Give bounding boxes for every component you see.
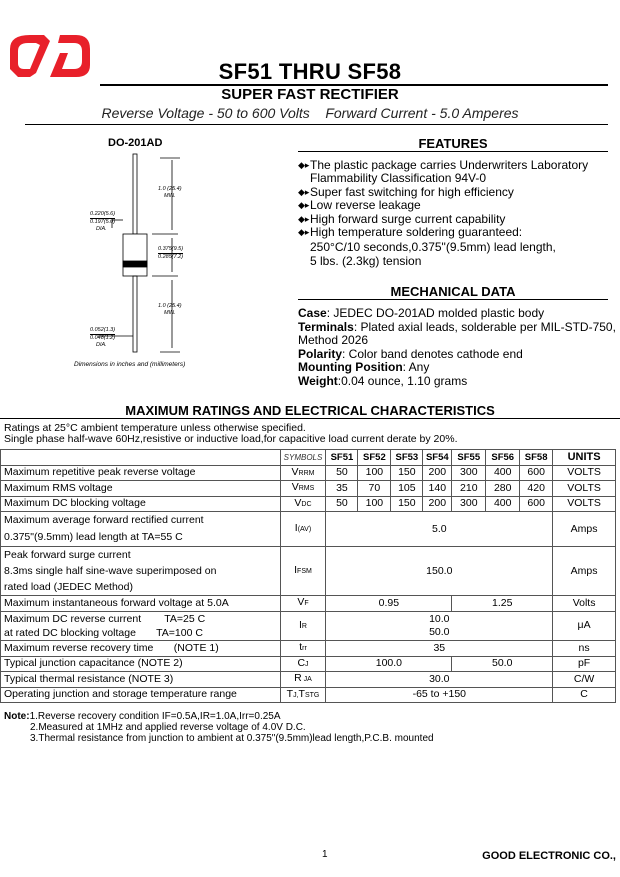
row-symbol: IR: [280, 611, 326, 640]
package-name: DO-201AD: [108, 137, 163, 149]
dim-body-len-max: 0.375(9.5): [158, 246, 184, 252]
note-3: 3.Thermal resistance from junction to ambient at 0.375"(9.5mm)lead length,P.C.B. mounted: [30, 733, 434, 744]
table-header-row: [1, 450, 616, 466]
mech-terminals: Terminals: Plated axial leads, solderable per MIL-STD-750,: [298, 319, 616, 334]
row-unit: pF: [553, 656, 616, 672]
table-cell: 50: [326, 465, 358, 481]
table-cell: 140: [423, 481, 452, 497]
table-cell: 200: [423, 496, 452, 512]
package-drawing: [60, 150, 220, 360]
symbols-header: SYMBOLS: [280, 450, 326, 466]
row-desc: Maximum DC blocking voltage: [1, 496, 281, 512]
dim-body-len-min: 0.285(7.2): [158, 254, 184, 260]
table-cell: 50: [326, 496, 358, 512]
row-symbol: trr: [280, 640, 326, 656]
table-cell: -65 to +150: [326, 687, 553, 703]
table-cell: 280: [486, 481, 520, 497]
row-unit: VOLTS: [553, 481, 616, 497]
bullet-arrow-icon: ◆▸: [298, 186, 310, 197]
list-item: 250°C/10 seconds,0.375"(9.5mm) lead length,: [310, 240, 556, 255]
row-unit: VOLTS: [553, 465, 616, 481]
dim-body-dia-min: 0.197(5.0): [90, 219, 116, 225]
notes: [4, 711, 434, 744]
company-name: GOOD ELECTRONIC CO.,: [482, 850, 616, 862]
list-item: ◆▸ High temperature soldering guaranteed:: [298, 225, 523, 240]
units-header: UNITS: [553, 450, 616, 466]
row-symbol: VRRM: [280, 465, 326, 481]
row-unit: C: [553, 687, 616, 703]
dim-min-top: MIN.: [164, 193, 176, 199]
row-unit: μA: [553, 611, 616, 640]
table-row: [1, 687, 616, 703]
list-item: ◆▸ Low reverse leakage: [298, 198, 421, 213]
row-desc: Maximum DC reverse current TA=25 C at rated DC blocking voltage TA=100 C: [1, 611, 281, 640]
mechanical-heading: MECHANICAL DATA: [298, 284, 608, 300]
table-cell: 10.0 50.0: [326, 611, 553, 640]
ratings-table: [0, 449, 616, 703]
table-cell: 600: [520, 496, 553, 512]
ratings-summary: Reverse Voltage - 50 to 600 Volts Forward Current - 5.0 Amperes: [101, 105, 519, 121]
dim-body-dia-max: 0.220(5.6): [90, 211, 116, 217]
table-cell: 30.0: [326, 672, 553, 688]
bullet-arrow-icon: ◆▸: [298, 213, 310, 224]
page-title: SF51 THRU SF58: [218, 59, 402, 84]
row-symbol: VRMS: [280, 481, 326, 497]
row-desc: Typical thermal resistance (NOTE 3): [1, 672, 281, 688]
dim-dia-lead: DIA.: [96, 342, 107, 348]
note-1: Note:1.Reverse recovery condition IF=0.5A,IR=1.0A,Irr=0.25A: [4, 711, 281, 722]
features-heading: FEATURES: [298, 136, 608, 152]
table-row: [1, 656, 616, 672]
list-item: ◆▸ The plastic package carries Underwriters Laboratory: [298, 158, 589, 172]
table-cell: 100: [358, 496, 391, 512]
table-cell: 400: [486, 496, 520, 512]
table-cell: 300: [452, 496, 486, 512]
list-item: ◆▸ High forward surge current capability: [298, 211, 506, 226]
condition-line-2: Single phase half-wave 60Hz,resistive or inductive load,for capacitive load current derate by 20%.: [4, 433, 458, 445]
row-symbol: IFSM: [280, 547, 326, 596]
dim-lead-length-bottom: 1.0 (25.4): [158, 303, 182, 309]
max-ratings-rule: [0, 418, 620, 419]
table-cell: 420: [520, 481, 553, 497]
row-symbol: I(AV): [280, 512, 326, 547]
row-desc: Maximum repetitive peak reverse voltage: [1, 465, 281, 481]
row-symbol: TJ,TSTG: [280, 687, 326, 703]
table-cell: 100: [358, 465, 391, 481]
page-number: 1: [322, 849, 328, 860]
row-symbol: VF: [280, 596, 326, 612]
row-unit: ns: [553, 640, 616, 656]
dim-dia-body: DIA.: [96, 226, 107, 232]
list-item: Flammability Classification 94V-0: [310, 171, 487, 186]
table-cell: 0.95: [326, 596, 452, 612]
col-header: SF56: [486, 450, 520, 466]
row-unit: VOLTS: [553, 496, 616, 512]
table-cell: [1, 450, 281, 466]
table-cell: 100.0: [326, 656, 452, 672]
table-cell: 600: [520, 465, 553, 481]
list-item: ◆▸ Super fast switching for high efficiency: [298, 184, 514, 199]
table-row: [1, 640, 616, 656]
table-cell: 1.25: [452, 596, 553, 612]
table-cell: 300: [452, 465, 486, 481]
col-header: SF51: [326, 450, 358, 466]
dim-lead-dia-min: 0.048(1.2): [90, 335, 116, 341]
table-row: [1, 672, 616, 688]
row-unit: Amps: [553, 547, 616, 596]
table-cell: 400: [486, 465, 520, 481]
row-desc: Maximum RMS voltage: [1, 481, 281, 497]
table-row: [1, 596, 616, 612]
max-ratings-heading: MAXIMUM RATINGS AND ELECTRICAL CHARACTERISTICS: [125, 403, 495, 418]
bullet-arrow-icon: ◆▸: [298, 160, 310, 170]
bullet-arrow-icon: ◆▸: [298, 227, 310, 238]
row-desc: Operating junction and storage temperature range: [1, 687, 281, 703]
row-desc: Typical junction capacitance (NOTE 2): [1, 656, 281, 672]
dim-lead-length-top: 1.0 (25.4): [158, 186, 182, 192]
col-header: SF52: [358, 450, 391, 466]
table-cell: 35: [326, 481, 358, 497]
table-cell: 200: [423, 465, 452, 481]
table-cell: 150: [391, 496, 423, 512]
list-item: 5 lbs. (2.3kg) tension: [310, 253, 422, 268]
row-desc: Maximum reverse recovery time (NOTE 1): [1, 640, 281, 656]
table-row: [1, 496, 616, 512]
mech-terminals-cont: Method 2026: [298, 333, 369, 348]
table-row: [1, 465, 616, 481]
table-cell: 150: [391, 465, 423, 481]
subtitle-rule: [25, 124, 608, 125]
table-row: [1, 512, 616, 547]
rating-conditions: [4, 423, 458, 445]
bullet-arrow-icon: ◆▸: [298, 200, 310, 211]
dimension-note: Dimensions in inches and (millimeters): [74, 361, 186, 368]
table-cell: 35: [326, 640, 553, 656]
row-symbol: CJ: [280, 656, 326, 672]
table-cell: 150.0: [326, 547, 553, 596]
table-cell: 5.0: [326, 512, 553, 547]
row-unit: C/W: [553, 672, 616, 688]
col-header: SF54: [423, 450, 452, 466]
mech-mounting: Mounting Position: Any: [298, 360, 430, 375]
mech-polarity: Polarity: Color band denotes cathode end: [298, 346, 523, 361]
dim-min-bottom: MIN.: [164, 310, 176, 316]
col-header: SF55: [452, 450, 486, 466]
table-row: [1, 481, 616, 497]
note-2: 2.Measured at 1MHz and applied reverse voltage of 4.0V D.C.: [30, 722, 306, 733]
table-row: [1, 611, 616, 640]
row-unit: Amps: [553, 512, 616, 547]
page-subtitle: SUPER FAST RECTIFIER: [221, 86, 399, 103]
col-header: SF53: [391, 450, 423, 466]
table-cell: 50.0: [452, 656, 553, 672]
mech-weight: Weight:0.04 ounce, 1.10 grams: [298, 373, 468, 388]
row-desc: Maximum instantaneous forward voltage at 5.0A: [1, 596, 281, 612]
table-cell: 70: [358, 481, 391, 497]
row-symbol: R JA: [280, 672, 326, 688]
dim-lead-dia-max: 0.052(1.3): [90, 327, 116, 333]
mechanical-data: [298, 307, 620, 389]
table-row: [1, 547, 616, 596]
table-cell: 105: [391, 481, 423, 497]
col-header: SF58: [520, 450, 553, 466]
row-desc: Maximum average forward rectified current 0.375"(9.5mm) lead length at TA=55 C: [1, 512, 281, 547]
row-desc: Peak forward surge current 8.3ms single half sine-wave superimposed on rated load (JEDEC Method): [1, 547, 281, 596]
table-cell: 210: [452, 481, 486, 497]
condition-line-1: Ratings at 25°C ambient temperature unless otherwise specified.: [4, 422, 306, 434]
row-symbol: VDC: [280, 496, 326, 512]
features-list: [298, 159, 618, 268]
mech-case: Case: JEDEC DO-201AD molded plastic body: [298, 306, 545, 320]
row-unit: Volts: [553, 596, 616, 612]
